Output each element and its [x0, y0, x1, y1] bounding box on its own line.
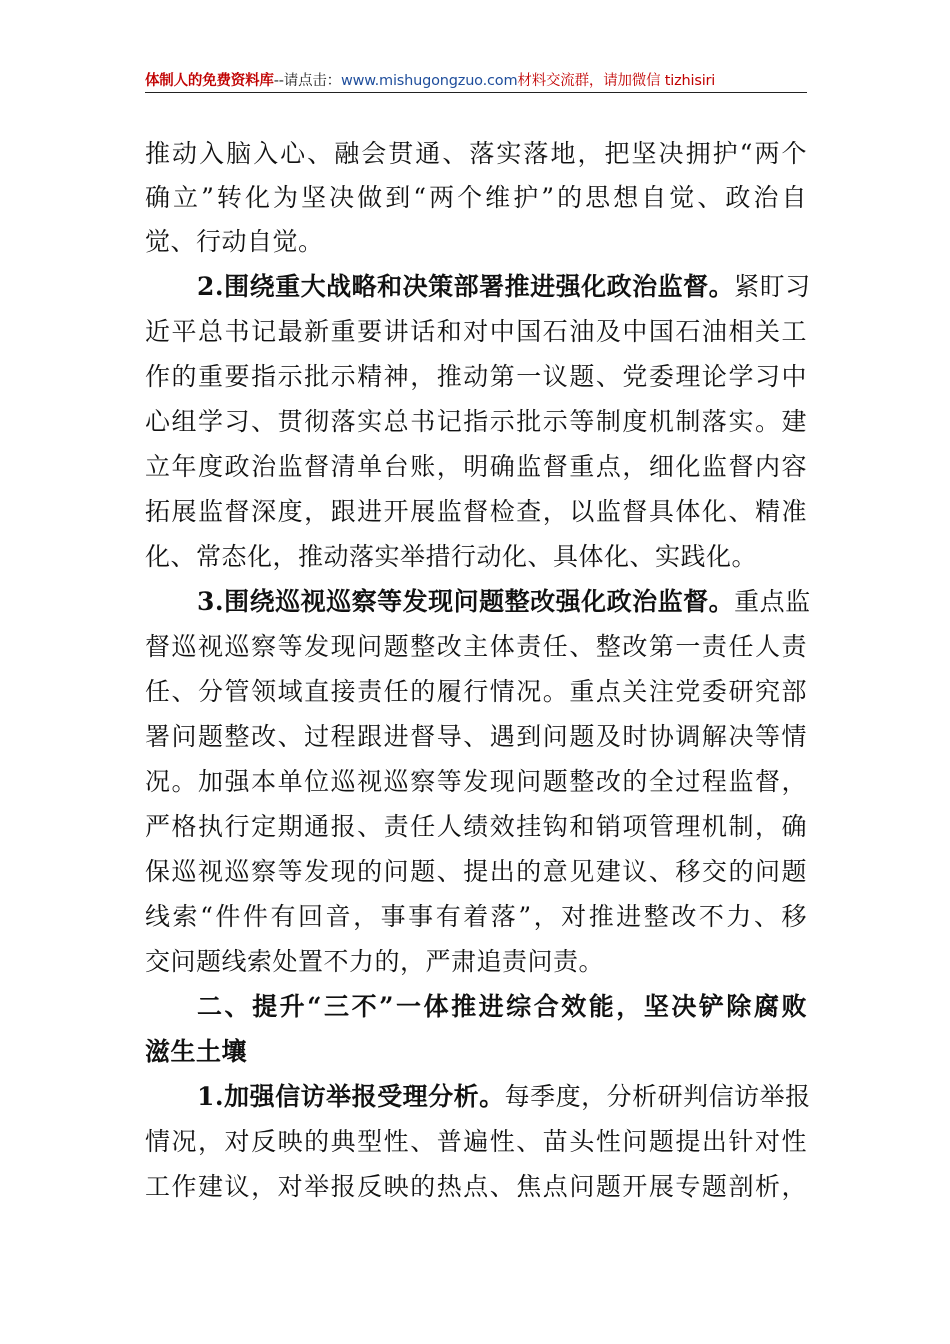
text-line: 任、分管领域直接责任的履行情况。重点关注党委研究部 — [145, 677, 807, 706]
text-line: 署问题整改、过程跟进督导、遇到问题及时协调解决等情 — [145, 722, 807, 751]
header-url-link[interactable]: www.mishugongzuo.com — [340, 73, 518, 89]
text-line: 心组学习、贯彻落实总书记指示批示等制度机制落实。建 — [145, 407, 807, 436]
section-line-1: 1.加强信访举报受理分析。每季度，分析研判信访举报 — [197, 1082, 811, 1111]
text-line: 工作建议，对举报反映的热点、焦点问题开展专题剖析， — [145, 1172, 807, 1201]
text-line: 交问题线索处置不力的，严肃追责问责。 — [145, 947, 605, 976]
text-line: 线索“件件有回音，事事有着落”，对推进整改不力、移 — [145, 902, 807, 931]
header-site-name: 体制人的免费资料库 — [145, 73, 274, 89]
text-line: 作的重要指示批示精神，推动第一议题、党委理论学习中 — [145, 362, 807, 391]
section-line-2: 2.围绕重大战略和决策部署推进强化政治监督。紧盯习 — [197, 272, 811, 301]
chapter-heading: 二、提升“三不”一体推进综合效能，坚决铲除腐败 — [197, 992, 807, 1021]
text-line: 推动入脑入心、融会贯通、落实落地，把坚决拥护“两个 — [145, 139, 807, 168]
page-header — [145, 70, 807, 93]
text-line: 情况，对反映的典型性、普遍性、苗头性问题提出针对性 — [145, 1127, 807, 1156]
text-line: 保巡视巡察等发现的问题、提出的意见建议、移交的问题 — [145, 857, 807, 886]
header-wechat-info: 材料交流群，请加微信 tizhisiri — [517, 73, 716, 89]
text-line: 化、常态化，推动落实举措行动化、具体化、实践化。 — [145, 542, 758, 571]
text-line: 拓展监督深度，跟进开展监督检查，以监督具体化、精准 — [145, 497, 807, 526]
text-line: 督巡视巡察等发现问题整改主体责任、整改第一责任人责 — [145, 632, 807, 661]
section-title-2: 2.围绕重大战略和决策部署推进强化政治监督。 — [197, 272, 735, 301]
section-line-3: 3.围绕巡视巡察等发现问题整改强化政治监督。重点监 — [197, 587, 811, 616]
text-line: 严格执行定期通报、责任人绩效挂钩和销项管理机制，确 — [145, 812, 807, 841]
text-line: 况。加强本单位巡视巡察等发现问题整改的全过程监督， — [145, 767, 807, 796]
text-line: 确立”转化为坚决做到“两个维护”的思想自觉、政治自 — [145, 183, 807, 212]
chapter-heading-cont: 滋生土壤 — [145, 1037, 248, 1066]
text-line: 近平总书记最新重要讲话和对中国石油及中国石油相关工 — [145, 317, 807, 346]
section-title-1: 1.加强信访举报受理分析。 — [197, 1082, 505, 1111]
text-line: 立年度政治监督清单台账，明确监督重点，细化监督内容 — [145, 452, 807, 481]
text-line: 觉、行动自觉。 — [145, 227, 324, 256]
header-click-prompt: --请点击： — [273, 73, 341, 89]
section-title-3: 3.围绕巡视巡察等发现问题整改强化政治监督。 — [197, 587, 735, 616]
